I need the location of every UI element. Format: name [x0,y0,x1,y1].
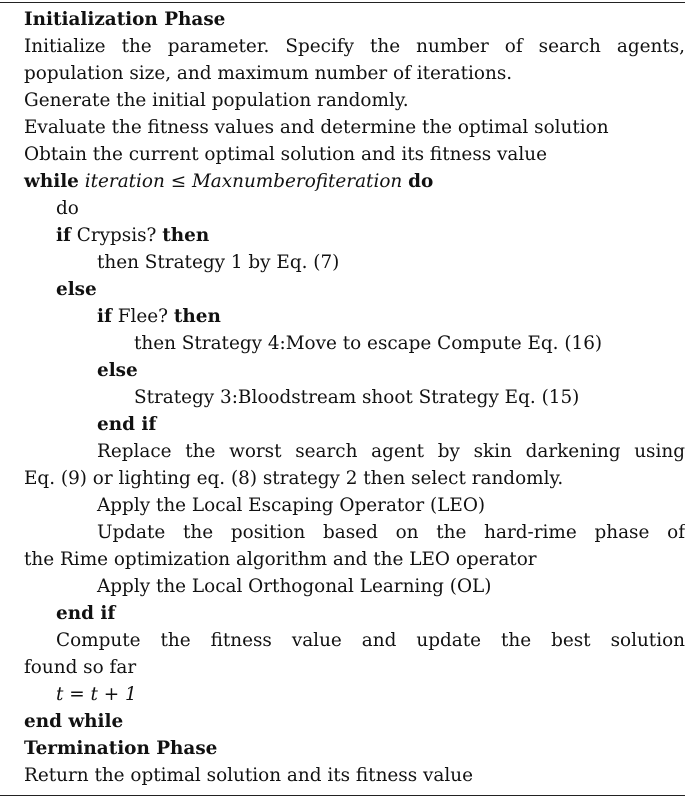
do-keyword: do [408,171,434,192]
compute-line-1: Compute the fitness value and update the best solution [56,630,685,651]
strategy-1-line: then Strategy 1 by Eq. (7) [97,252,340,273]
update-line-1: Update the position based on the hard-rime phase of [97,522,685,543]
do-line: do [56,198,79,219]
replace-line-2: Eq. (9) or lighting eq. (8) strategy 2 then select randomly. [24,468,564,489]
termination-heading: Termination Phase [24,738,218,759]
top-rule [0,2,685,3]
init-line-2: population size, and maximum number of iterations. [24,63,513,84]
if-condition: Crypsis? [76,225,157,246]
return-line: Return the optimal solution and its fitness value [24,765,473,786]
end-if-outer-line: end if [56,603,116,624]
init-line-1: Initialize the parameter. Specify the number of search agents, [24,36,685,57]
init-line-5: Obtain the current optimal solution and its fitness value [24,144,548,165]
while-keyword: while [24,171,79,192]
if-keyword: if [56,225,71,246]
strategy-3-line: Strategy 3:Bloodstream shoot Strategy Eq. (15) [134,387,580,408]
if-crypsis-line [56,223,209,249]
while-line [24,169,433,195]
if-flee-line [97,304,221,330]
update-line-2: the Rime optimization algorithm and the LEO operator [24,549,537,570]
ol-line: Apply the Local Orthogonal Learning (OL) [97,576,492,597]
init-line-3: Generate the initial population randomly. [24,90,409,111]
leo-line: Apply the Local Escaping Operator (LEO) [97,495,486,516]
else-line: else [56,279,97,300]
then-keyword: then [162,225,210,246]
end-if-inner-line: end if [97,414,157,435]
if-flee-condition: Flee? [117,306,169,327]
replace-line-1: Replace the worst search agent by skin darkening using [97,441,685,462]
t-update-line: t = t + 1 [56,684,137,705]
else-inner-line: else [97,360,138,381]
compute-line-2: found so far [24,657,137,678]
if-flee-keyword: if [97,306,112,327]
init-heading: Initialization Phase [24,9,226,30]
bottom-rule [0,795,685,796]
then-flee-keyword: then [173,306,221,327]
while-condition: iteration ≤ Maxnumberofiteration [84,171,403,192]
end-while-line: end while [24,711,124,732]
init-line-4: Evaluate the fitness values and determine the optimal solution [24,117,609,138]
strategy-4-line: then Strategy 4:Move to escape Compute Eq. (16) [134,333,603,354]
